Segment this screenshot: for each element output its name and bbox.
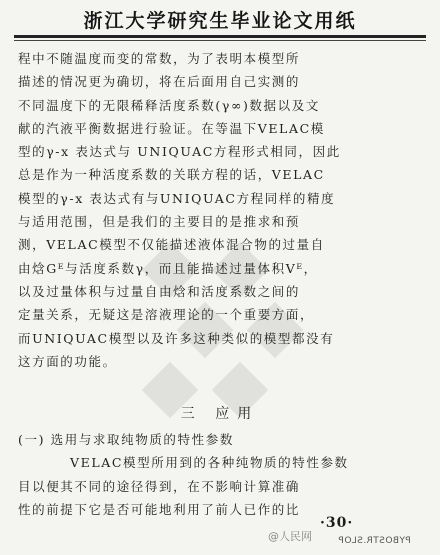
text-line: 不同温度下的无限稀释活度系数(γ∞)数据以及文 bbox=[18, 97, 320, 113]
header-rule-thin bbox=[14, 40, 426, 41]
mirrored-side-text: PYBOSTR.SLOP bbox=[338, 536, 411, 546]
text-line: 性的前提下它是否可能地利用了前人已作的比 bbox=[18, 501, 301, 517]
source-watermark: @人民网 bbox=[268, 530, 312, 543]
text-line: 总是作为一种活度系数的关联方程的话，VELAC bbox=[18, 167, 325, 183]
text-line: 这方面的功能。 bbox=[18, 353, 117, 369]
text-line: 程中不随温度而变的常数，为了表明本模型所 bbox=[18, 51, 301, 66]
text-line: 测，VELAC模型不仅能描述液体混合物的过量自 bbox=[18, 237, 325, 253]
text-line: 与适用范围，但是我们的主要目的是推求和预 bbox=[18, 214, 301, 230]
text-line: 献的汽液平衡数据进行验证。在等温下VELAC模 bbox=[18, 120, 325, 136]
text-line: VELAC模型所用到的各种纯物质的特性参数 bbox=[70, 455, 349, 471]
header-rule-thick bbox=[14, 35, 426, 38]
text-line: 定量关系，无疑这是溶液理论的一个重要方面， bbox=[18, 307, 315, 323]
text-line: 由焓Gᴱ与活度系数γ，而且能描述过量体积Vᴱ， bbox=[18, 260, 318, 276]
text-line: 型的γ-x 表达式与 UNIQUAC方程形式相同，因此 bbox=[18, 144, 341, 160]
main-paragraph bbox=[18, 47, 422, 373]
text-line: 以及过量体积与过量自由焓和活度系数之间的 bbox=[18, 283, 301, 299]
paper-header-title: 浙江大学研究生毕业论文用纸 bbox=[83, 10, 357, 32]
subsection-paragraph bbox=[18, 428, 422, 521]
section-heading: 三 应用 bbox=[180, 406, 260, 422]
page-number: ·30· bbox=[320, 515, 354, 531]
text-line: 目以便其不同的途径得到，在不影响计算准确 bbox=[18, 478, 301, 494]
text-line: 而UNIQUAC模型以及许多这种类似的模型都没有 bbox=[18, 330, 335, 346]
text-line: 模型的γ-x 表达式有与UNIQUAC方程同样的精度 bbox=[18, 190, 336, 206]
subsection-title: (一) 选用与求取纯物质的特性参数 bbox=[18, 432, 234, 447]
text-line: 描述的情况更为确切，将在后面用自己实测的 bbox=[18, 74, 301, 90]
